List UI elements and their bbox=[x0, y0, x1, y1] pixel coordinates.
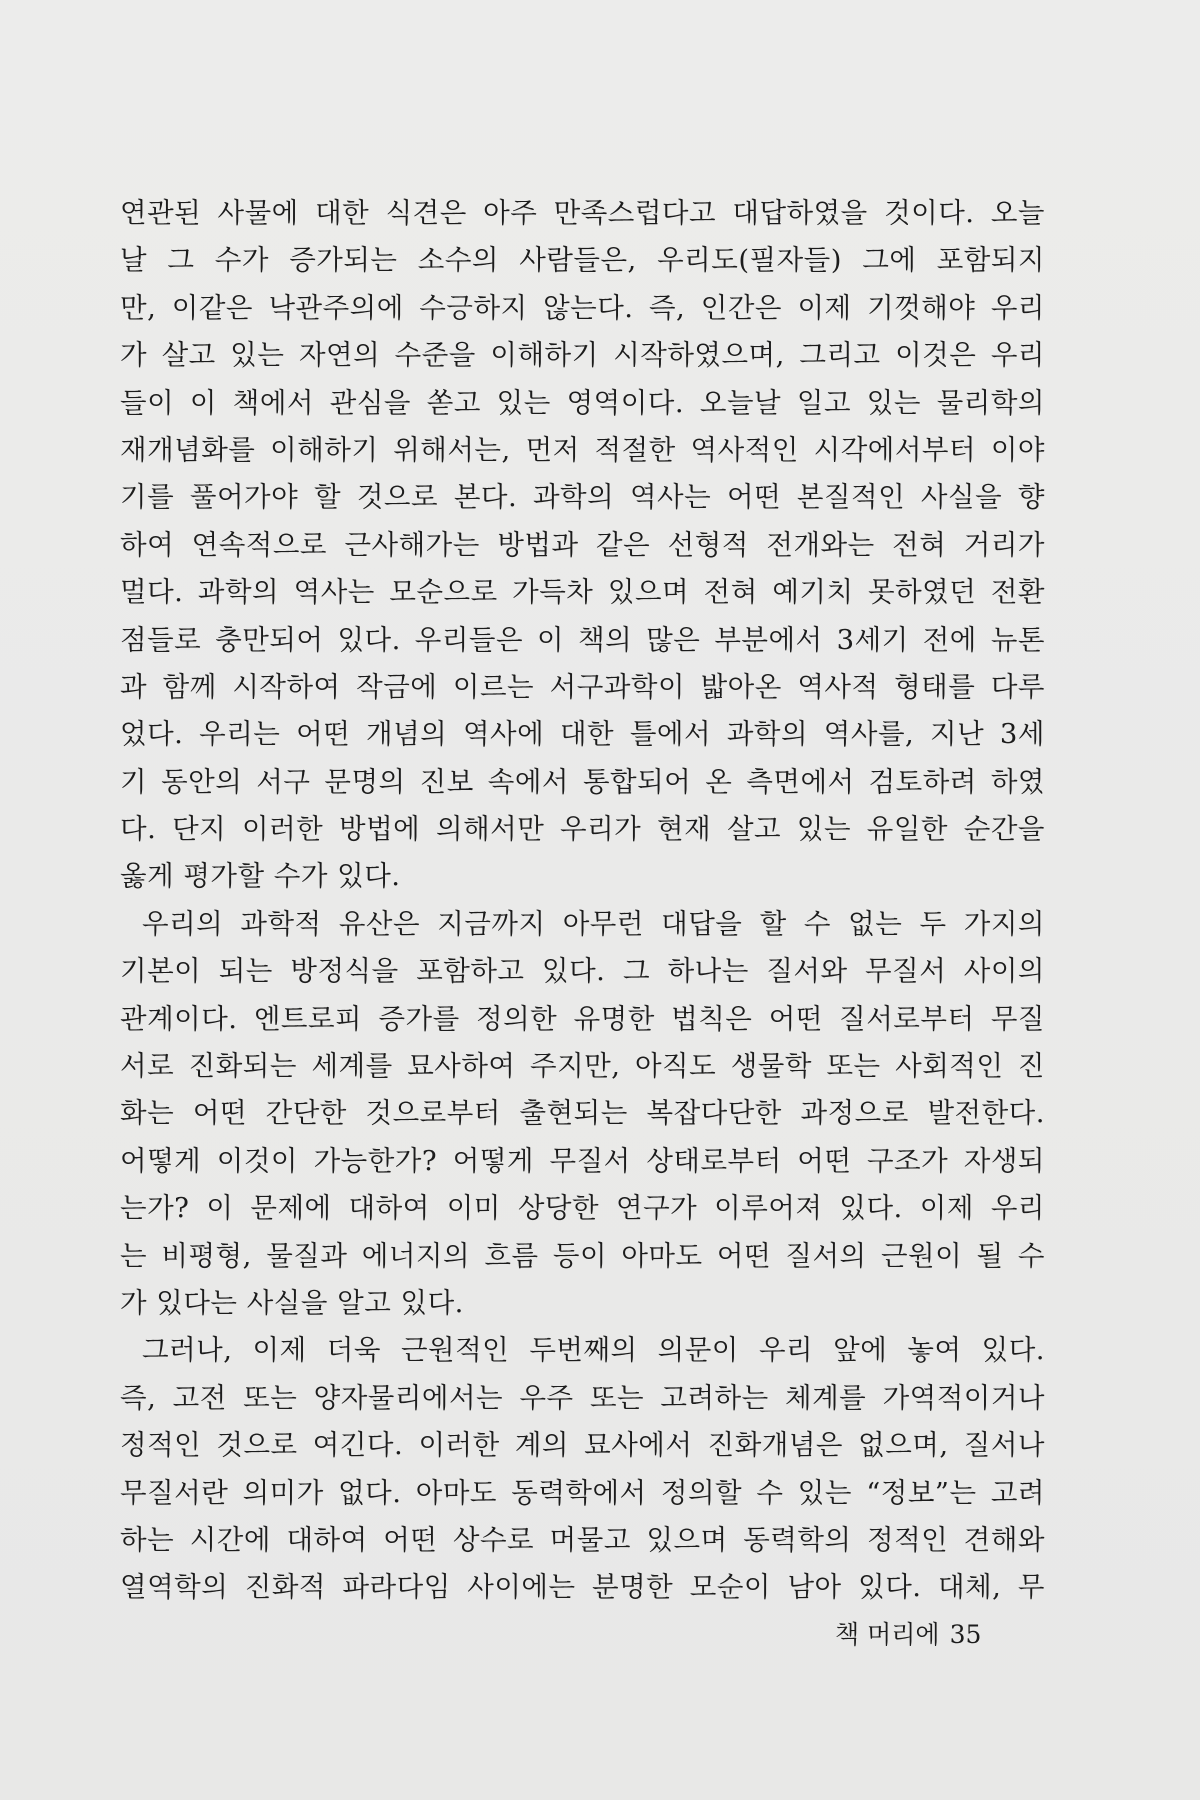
text-line: 었다. 우리는 어떤 개념의 역사에 대한 틀에서 과학의 역사를, 지난 3세 bbox=[120, 718, 1045, 751]
body-text bbox=[120, 190, 1045, 1612]
text-line: 들이 이 책에서 관심을 쏟고 있는 영역이다. 오늘날 일고 있는 물리학의 bbox=[120, 386, 1045, 419]
text-line: 과 함께 시작하여 작금에 이르는 서구과학이 밟아온 역사적 형태를 다루 bbox=[120, 670, 1045, 703]
text-line: 화는 어떤 간단한 것으로부터 출현되는 복잡다단한 과정으로 발전한다. bbox=[120, 1097, 1045, 1130]
text-line: 옳게 평가할 수가 있다. bbox=[120, 860, 401, 893]
text-line: 무질서란 의미가 없다. 아마도 동력학에서 정의할 수 있는 “정보”는 고려 bbox=[120, 1476, 1045, 1509]
text-line: 만, 이같은 낙관주의에 수긍하지 않는다. 즉, 인간은 이제 기껏해야 우리 bbox=[120, 291, 1045, 324]
text-line: 하는 시간에 대하여 어떤 상수로 머물고 있으며 동력학의 정적인 견해와 bbox=[120, 1523, 1045, 1556]
page-footer bbox=[835, 1615, 1035, 1655]
text-line: 멀다. 과학의 역사는 모순으로 가득차 있으며 전혀 예기치 못하였던 전환 bbox=[120, 576, 1045, 609]
text-line: 다. 단지 이러한 방법에 의해서만 우리가 현재 살고 있는 유일한 순간을 bbox=[120, 813, 1045, 846]
text-line: 즉, 고전 또는 양자물리에서는 우주 또는 고려하는 체계를 가역적이거나 bbox=[120, 1381, 1045, 1414]
text-line: 연관된 사물에 대한 식견은 아주 만족스럽다고 대답하였을 것이다. 오늘 bbox=[120, 197, 1045, 229]
paragraph-first-line: 우리의 과학적 유산은 지금까지 아무런 대답을 할 수 없는 두 가지의 bbox=[142, 907, 1045, 940]
text-line: 정적인 것으로 여긴다. 이러한 계의 묘사에서 진화개념은 없으며, 질서나 bbox=[120, 1429, 1045, 1462]
text-line: 관계이다. 엔트로피 증가를 정의한 유명한 법칙은 어떤 질서로부터 무질 bbox=[120, 1002, 1045, 1035]
text-line: 는 비평형, 물질과 에너지의 흐름 등이 아마도 어떤 질서의 근원이 될 수 bbox=[120, 1239, 1045, 1272]
text-line: 가 살고 있는 자연의 수준을 이해하기 시작하였으며, 그리고 이것은 우리 bbox=[120, 339, 1045, 372]
text-line: 가 있다는 사실을 알고 있다. bbox=[120, 1286, 464, 1319]
paragraph-first-line: 그러나, 이제 더욱 근원적인 두번째의 의문이 우리 앞에 놓여 있다. bbox=[142, 1334, 1045, 1367]
text-line: 는가? 이 문제에 대하여 이미 상당한 연구가 이루어져 있다. 이제 우리 bbox=[120, 1192, 1045, 1225]
text-line: 기본이 되는 방정식을 포함하고 있다. 그 하나는 질서와 무질서 사이의 bbox=[120, 955, 1045, 988]
text-line: 기를 풀어가야 할 것으로 본다. 과학의 역사는 어떤 본질적인 사실을 향 bbox=[120, 481, 1045, 514]
text-line: 어떻게 이것이 가능한가? 어떻게 무질서 상태로부터 어떤 구조가 자생되 bbox=[120, 1144, 1045, 1177]
page-number: 35 bbox=[949, 1620, 982, 1649]
text-line: 열역학의 진화적 파라다임 사이에는 분명한 모순이 남아 있다. 대체, 무 bbox=[120, 1571, 1045, 1604]
text-line: 하여 연속적으로 근사해가는 방법과 같은 선형적 전개와는 전혀 거리가 bbox=[120, 528, 1045, 561]
running-title: 책 머리에 bbox=[835, 1620, 940, 1649]
text-line: 기 동안의 서구 문명의 진보 속에서 통합되어 온 측면에서 검토하려 하였 bbox=[120, 765, 1045, 798]
text-line: 재개념화를 이해하기 위해서는, 먼저 적절한 역사적인 시각에서부터 이야 bbox=[120, 433, 1045, 466]
text-line: 점들로 충만되어 있다. 우리들은 이 책의 많은 부분에서 3세기 전에 뉴톤 bbox=[120, 623, 1045, 656]
text-line: 날 그 수가 증가되는 소수의 사람들은, 우리도(필자들) 그에 포함되지 bbox=[120, 244, 1045, 277]
text-line: 서로 진화되는 세계를 묘사하여 주지만, 아직도 생물학 또는 사회적인 진 bbox=[120, 1050, 1046, 1083]
